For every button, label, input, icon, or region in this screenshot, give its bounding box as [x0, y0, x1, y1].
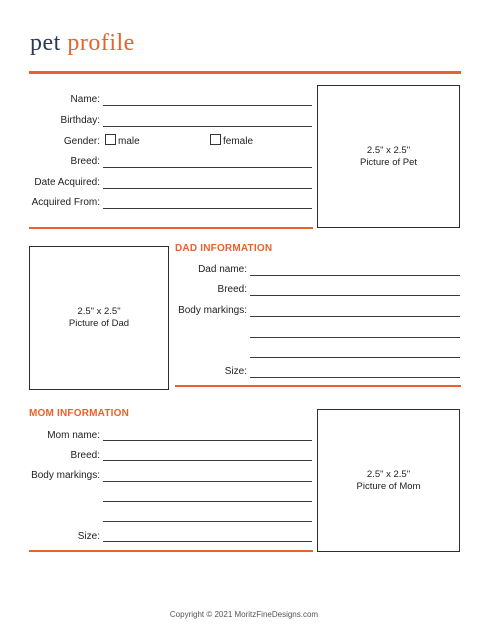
- dad-photo-box[interactable]: [29, 246, 169, 390]
- gender-male-label: male: [118, 136, 140, 147]
- pet-acquired-from-label: Acquired From:: [31, 197, 100, 208]
- gender-male-checkbox[interactable]: [105, 134, 116, 145]
- dad-section-divider: [175, 385, 461, 387]
- dad-photo-caption: Picture of Dad: [68, 318, 130, 329]
- pet-section-divider: [29, 227, 313, 229]
- mom-photo-size: 2.5" x 2.5": [366, 468, 411, 480]
- header-divider: [29, 71, 461, 74]
- pet-photo-size: 2.5" x 2.5": [366, 144, 411, 156]
- mom-breed-label: Breed:: [70, 450, 100, 461]
- pet-date-acquired-field[interactable]: [103, 188, 312, 189]
- mom-markings-field-2[interactable]: [103, 501, 312, 502]
- pet-acquired-from-field[interactable]: [103, 208, 312, 209]
- mom-photo-box[interactable]: [317, 409, 460, 552]
- pet-name-field[interactable]: [103, 105, 312, 106]
- pet-breed-label: Breed:: [70, 156, 100, 167]
- mom-breed-field[interactable]: [103, 460, 312, 461]
- pet-gender-label: Gender:: [63, 136, 100, 147]
- pet-birthday-field[interactable]: [103, 126, 312, 127]
- dad-breed-label: Breed:: [217, 284, 247, 295]
- page-title: [30, 30, 135, 57]
- dad-markings-field-1[interactable]: [250, 316, 460, 317]
- mom-size-label: Size:: [77, 531, 100, 542]
- pet-photo-caption: Picture of Pet: [359, 156, 418, 168]
- mom-markings-field-1[interactable]: [103, 481, 312, 482]
- mom-name-label: Mom name:: [47, 430, 100, 441]
- dad-breed-field[interactable]: [250, 295, 460, 296]
- title-word-profile: profile: [67, 30, 135, 56]
- mom-markings-field-3[interactable]: [103, 521, 312, 522]
- dad-name-field[interactable]: [250, 275, 460, 276]
- dad-photo-size: 2.5" x 2.5": [77, 306, 121, 317]
- dad-markings-field-3[interactable]: [250, 357, 460, 358]
- dad-size-field[interactable]: [250, 377, 460, 378]
- pet-name-label: Name:: [70, 94, 100, 105]
- copyright-footer: Copyright © 2021 MoritzFineDesigns.com: [169, 610, 319, 619]
- mom-section-title: MOM INFORMATION: [29, 408, 130, 419]
- title-word-pet: pet: [30, 30, 61, 56]
- gender-female-checkbox[interactable]: [210, 134, 221, 145]
- dad-markings-field-2[interactable]: [250, 337, 460, 338]
- pet-birthday-label: Birthday:: [60, 115, 100, 126]
- mom-size-field[interactable]: [103, 541, 312, 542]
- dad-name-label: Dad name:: [198, 264, 247, 275]
- mom-markings-label: Body markings:: [31, 470, 100, 481]
- mom-section-divider: [29, 550, 313, 552]
- pet-photo-box[interactable]: [317, 85, 460, 228]
- mom-photo-caption: Picture of Mom: [356, 480, 421, 492]
- pet-breed-field[interactable]: [103, 167, 312, 168]
- pet-date-acquired-label: Date Acquired:: [34, 177, 100, 188]
- dad-markings-label: Body markings:: [178, 305, 247, 316]
- mom-name-field[interactable]: [103, 440, 312, 441]
- gender-female-label: female: [223, 136, 254, 147]
- dad-section-title: DAD INFORMATION: [175, 243, 273, 254]
- dad-size-label: Size:: [224, 366, 247, 377]
